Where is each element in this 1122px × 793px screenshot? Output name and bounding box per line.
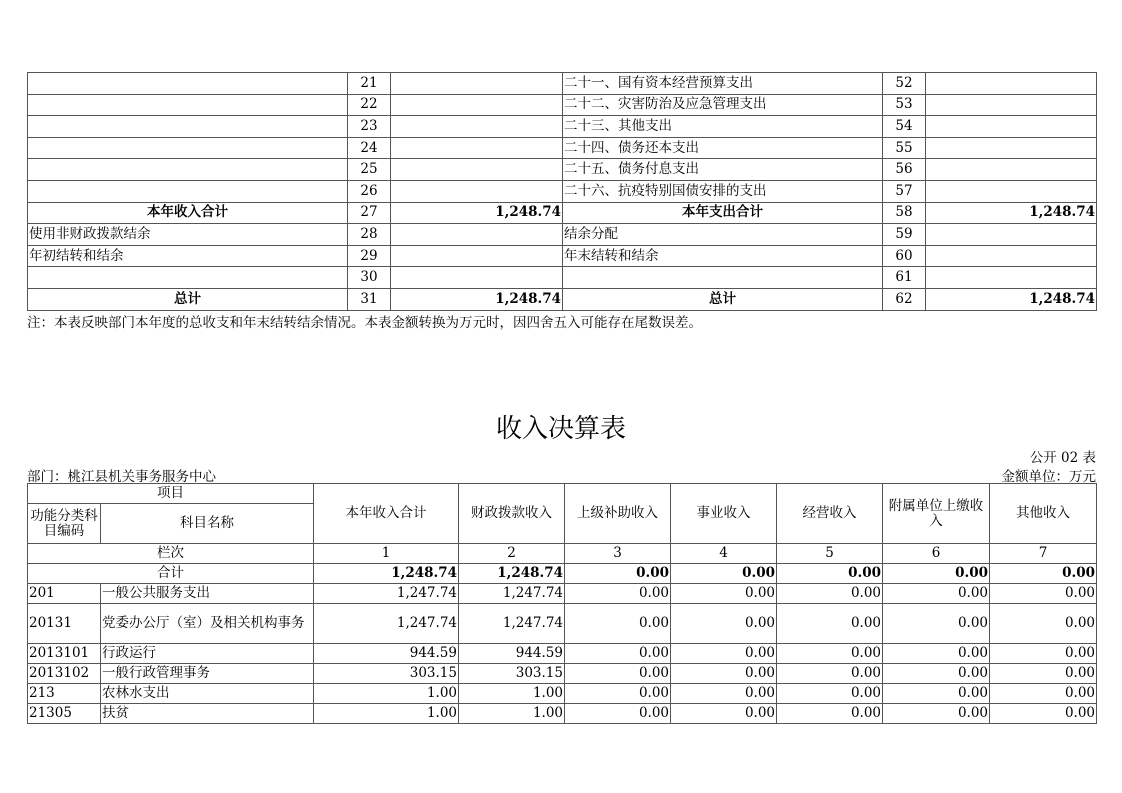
header-col-1: 本年收入合计 bbox=[314, 484, 459, 544]
subject-code: 201 bbox=[28, 584, 101, 604]
income-amount: 1,248.74 bbox=[391, 202, 563, 224]
expense-item: 二十二、灾害防治及应急管理支出 bbox=[563, 94, 883, 116]
amount-cell: 0.00 bbox=[671, 684, 777, 704]
amount-cell: 1.00 bbox=[459, 704, 565, 724]
expense-item: 本年支出合计 bbox=[563, 202, 883, 224]
expense-line-no: 54 bbox=[883, 116, 926, 138]
summary-table bbox=[27, 72, 1097, 311]
table-row bbox=[28, 137, 1097, 159]
expense-item: 二十五、债务付息支出 bbox=[563, 159, 883, 181]
amount-cell: 303.15 bbox=[459, 664, 565, 684]
table-row bbox=[28, 116, 1097, 138]
expense-item: 二十一、国有资本经营预算支出 bbox=[563, 73, 883, 95]
income-item: 总计 bbox=[28, 288, 348, 310]
amount-cell: 0.00 bbox=[777, 684, 883, 704]
amount-cell: 0.00 bbox=[777, 664, 883, 684]
amount-cell: 0.00 bbox=[777, 644, 883, 664]
income-amount bbox=[391, 180, 563, 202]
income-amount: 1,248.74 bbox=[391, 288, 563, 310]
table-row bbox=[28, 704, 1097, 724]
amount-cell: 1.00 bbox=[314, 684, 459, 704]
header-lanci: 栏次 bbox=[28, 544, 314, 564]
total-value: 1,248.74 bbox=[459, 564, 565, 584]
unit-label: 金额单位：万元 bbox=[1001, 469, 1096, 485]
column-number: 1 bbox=[314, 544, 459, 564]
column-number: 3 bbox=[565, 544, 671, 564]
expense-amount bbox=[926, 159, 1097, 181]
column-number: 4 bbox=[671, 544, 777, 564]
amount-cell: 0.00 bbox=[671, 704, 777, 724]
expense-item: 二十三、其他支出 bbox=[563, 116, 883, 138]
expense-item: 二十四、债务还本支出 bbox=[563, 137, 883, 159]
header-col-3: 上级补助收入 bbox=[565, 484, 671, 544]
income-amount bbox=[391, 245, 563, 267]
total-value: 1,248.74 bbox=[314, 564, 459, 584]
subject-code: 21305 bbox=[28, 704, 101, 724]
header-col-4: 事业收入 bbox=[671, 484, 777, 544]
department-label: 部门：桃江县机关事务服务中心 bbox=[27, 469, 216, 485]
expense-item bbox=[563, 267, 883, 289]
header-item: 项目 bbox=[28, 484, 314, 504]
amount-cell: 944.59 bbox=[314, 644, 459, 664]
amount-cell: 0.00 bbox=[565, 644, 671, 664]
amount-cell: 0.00 bbox=[990, 584, 1097, 604]
income-line-no: 26 bbox=[348, 180, 391, 202]
subject-name: 党委办公厅（室）及相关机构事务 bbox=[101, 604, 314, 644]
amount-cell: 0.00 bbox=[990, 604, 1097, 644]
income-amount bbox=[391, 224, 563, 246]
header-col-6: 附属单位上缴收入 bbox=[883, 484, 990, 544]
total-value: 0.00 bbox=[883, 564, 990, 584]
income-item: 本年收入合计 bbox=[28, 202, 348, 224]
table-row bbox=[28, 288, 1097, 310]
amount-cell: 303.15 bbox=[314, 664, 459, 684]
expense-line-no: 53 bbox=[883, 94, 926, 116]
income-amount bbox=[391, 116, 563, 138]
amount-cell: 0.00 bbox=[990, 704, 1097, 724]
income-item: 年初结转和结余 bbox=[28, 245, 348, 267]
page-title: 收入决算表 bbox=[495, 414, 626, 444]
amount-cell: 0.00 bbox=[883, 644, 990, 664]
expense-line-no: 61 bbox=[883, 267, 926, 289]
amount-cell: 0.00 bbox=[565, 664, 671, 684]
subject-name: 一般行政管理事务 bbox=[101, 664, 314, 684]
expense-item: 结余分配 bbox=[563, 224, 883, 246]
expense-line-no: 60 bbox=[883, 245, 926, 267]
income-amount bbox=[391, 73, 563, 95]
table-row bbox=[28, 94, 1097, 116]
footnote: 注：本表反映部门本年度的总收支和年末结转结余情况。本表金额转换为万元时，因四舍五入可能存在尾数误差。 bbox=[27, 315, 702, 331]
expense-amount: 1,248.74 bbox=[926, 202, 1097, 224]
header-col-2: 财政拨款收入 bbox=[459, 484, 565, 544]
amount-cell: 0.00 bbox=[883, 704, 990, 724]
subject-name: 一般公共服务支出 bbox=[101, 584, 314, 604]
amount-cell: 0.00 bbox=[565, 584, 671, 604]
total-label: 合计 bbox=[28, 564, 314, 584]
table-row bbox=[28, 604, 1097, 644]
subject-name: 行政运行 bbox=[101, 644, 314, 664]
subject-code: 2013102 bbox=[28, 664, 101, 684]
income-amount bbox=[391, 267, 563, 289]
amount-cell: 1,247.74 bbox=[459, 584, 565, 604]
expense-line-no: 58 bbox=[883, 202, 926, 224]
amount-cell: 0.00 bbox=[777, 584, 883, 604]
column-number: 5 bbox=[777, 544, 883, 564]
expense-line-no: 52 bbox=[883, 73, 926, 95]
amount-cell: 0.00 bbox=[883, 604, 990, 644]
amount-cell: 0.00 bbox=[671, 664, 777, 684]
expense-amount bbox=[926, 267, 1097, 289]
column-number: 6 bbox=[883, 544, 990, 564]
income-line-no: 23 bbox=[348, 116, 391, 138]
income-table bbox=[27, 483, 1097, 724]
total-value: 0.00 bbox=[777, 564, 883, 584]
table-row bbox=[28, 159, 1097, 181]
expense-amount bbox=[926, 73, 1097, 95]
expense-amount bbox=[926, 116, 1097, 138]
header-col-5: 经营收入 bbox=[777, 484, 883, 544]
income-line-no: 24 bbox=[348, 137, 391, 159]
table-row bbox=[28, 584, 1097, 604]
table-row bbox=[28, 664, 1097, 684]
table-row bbox=[28, 202, 1097, 224]
income-line-no: 27 bbox=[348, 202, 391, 224]
subject-code: 20131 bbox=[28, 604, 101, 644]
income-item bbox=[28, 159, 348, 181]
amount-cell: 1.00 bbox=[459, 684, 565, 704]
income-line-no: 30 bbox=[348, 267, 391, 289]
table-row bbox=[28, 180, 1097, 202]
table-row bbox=[28, 684, 1097, 704]
header-code: 功能分类科目编码 bbox=[28, 504, 101, 544]
expense-item: 总计 bbox=[563, 288, 883, 310]
amount-cell: 944.59 bbox=[459, 644, 565, 664]
income-line-no: 28 bbox=[348, 224, 391, 246]
amount-cell: 0.00 bbox=[777, 704, 883, 724]
expense-amount bbox=[926, 137, 1097, 159]
amount-cell: 1,247.74 bbox=[459, 604, 565, 644]
income-line-no: 29 bbox=[348, 245, 391, 267]
income-line-no: 31 bbox=[348, 288, 391, 310]
amount-cell: 0.00 bbox=[671, 584, 777, 604]
income-item bbox=[28, 73, 348, 95]
header-col-7: 其他收入 bbox=[990, 484, 1097, 544]
income-line-no: 21 bbox=[348, 73, 391, 95]
header-name: 科目名称 bbox=[101, 504, 314, 544]
expense-amount bbox=[926, 94, 1097, 116]
amount-cell: 0.00 bbox=[883, 584, 990, 604]
expense-amount bbox=[926, 180, 1097, 202]
expense-amount: 1,248.74 bbox=[926, 288, 1097, 310]
amount-cell: 1,247.74 bbox=[314, 584, 459, 604]
amount-cell: 0.00 bbox=[671, 644, 777, 664]
table-row bbox=[28, 644, 1097, 664]
form-number: 公开 02 表 bbox=[1029, 450, 1096, 466]
income-item bbox=[28, 180, 348, 202]
amount-cell: 1.00 bbox=[314, 704, 459, 724]
amount-cell: 1,247.74 bbox=[314, 604, 459, 644]
amount-cell: 0.00 bbox=[671, 604, 777, 644]
amount-cell: 0.00 bbox=[565, 704, 671, 724]
subject-code: 213 bbox=[28, 684, 101, 704]
income-item bbox=[28, 137, 348, 159]
amount-cell: 0.00 bbox=[883, 684, 990, 704]
income-amount bbox=[391, 159, 563, 181]
column-number: 7 bbox=[990, 544, 1097, 564]
income-line-no: 22 bbox=[348, 94, 391, 116]
amount-cell: 0.00 bbox=[990, 664, 1097, 684]
amount-cell: 0.00 bbox=[990, 684, 1097, 704]
income-amount bbox=[391, 137, 563, 159]
expense-item: 年末结转和结余 bbox=[563, 245, 883, 267]
expense-line-no: 55 bbox=[883, 137, 926, 159]
total-value: 0.00 bbox=[671, 564, 777, 584]
income-item: 使用非财政拨款结余 bbox=[28, 224, 348, 246]
column-number: 2 bbox=[459, 544, 565, 564]
subject-name: 农林水支出 bbox=[101, 684, 314, 704]
amount-cell: 0.00 bbox=[777, 604, 883, 644]
income-item bbox=[28, 94, 348, 116]
amount-cell: 0.00 bbox=[990, 644, 1097, 664]
amount-cell: 0.00 bbox=[883, 664, 990, 684]
subject-name: 扶贫 bbox=[101, 704, 314, 724]
amount-cell: 0.00 bbox=[565, 604, 671, 644]
expense-item: 二十六、抗疫特别国债安排的支出 bbox=[563, 180, 883, 202]
table-row bbox=[28, 224, 1097, 246]
amount-cell: 0.00 bbox=[565, 684, 671, 704]
expense-amount bbox=[926, 245, 1097, 267]
income-line-no: 25 bbox=[348, 159, 391, 181]
expense-line-no: 56 bbox=[883, 159, 926, 181]
total-value: 0.00 bbox=[565, 564, 671, 584]
subject-code: 2013101 bbox=[28, 644, 101, 664]
income-amount bbox=[391, 94, 563, 116]
expense-line-no: 57 bbox=[883, 180, 926, 202]
table-row bbox=[28, 245, 1097, 267]
income-item bbox=[28, 267, 348, 289]
total-value: 0.00 bbox=[990, 564, 1097, 584]
expense-line-no: 59 bbox=[883, 224, 926, 246]
expense-line-no: 62 bbox=[883, 288, 926, 310]
income-item bbox=[28, 116, 348, 138]
table-row bbox=[28, 73, 1097, 95]
expense-amount bbox=[926, 224, 1097, 246]
table-row bbox=[28, 267, 1097, 289]
